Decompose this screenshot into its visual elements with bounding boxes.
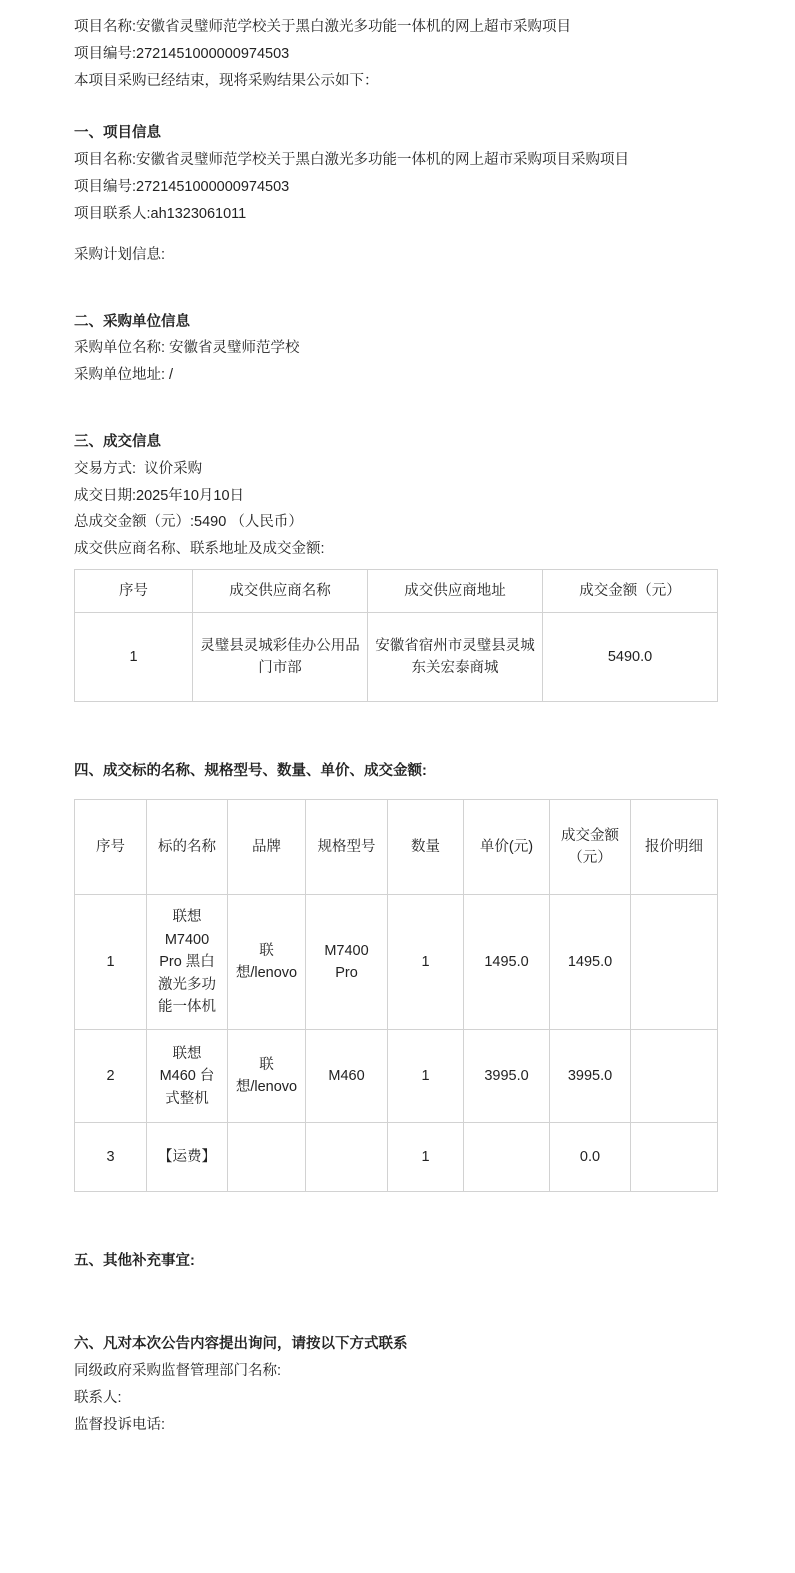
column-header: 成交供应商名称	[193, 570, 368, 613]
cell-item-name: 【运费】	[147, 1123, 228, 1192]
trade-date: 成交日期:2025年10月10日	[74, 487, 245, 504]
column-header: 成交金额（元）	[550, 800, 631, 895]
column-header: 序号	[75, 570, 193, 613]
contact-person: 联系人:	[74, 1389, 122, 1406]
section-6-title: 六、凡对本次公告内容提出询问，请按以下方式联系	[74, 1336, 408, 1353]
cell-item-name: 联想 M7400 Pro 黑白激光多功能一体机	[147, 895, 228, 1030]
section-2-title: 二、采购单位信息	[74, 313, 190, 330]
items-table	[74, 799, 718, 1192]
spacer	[74, 269, 717, 309]
total-amount: 总成交金额（元）:5490 （人民币）	[74, 514, 303, 531]
cell-quote-detail	[631, 895, 718, 1030]
column-header: 序号	[75, 800, 147, 895]
supplier-table	[74, 569, 718, 702]
column-header: 品牌	[228, 800, 306, 895]
project-name-line: 项目名称:安徽省灵璧师范学校关于黑白激光多功能一体机的网上超市采购项目	[74, 19, 572, 35]
cell-index: 3	[75, 1123, 147, 1192]
spacer	[74, 1192, 717, 1248]
supervision-dept: 同级政府采购监督管理部门名称:	[74, 1362, 282, 1379]
column-header: 报价明细	[631, 800, 718, 895]
table-header-row	[75, 570, 718, 613]
cell-brand: 联想/lenovo	[228, 1030, 306, 1123]
cell-unit-price	[464, 1123, 550, 1192]
cell-unit-price: 1495.0	[464, 895, 550, 1030]
cell-unit-price: 3995.0	[464, 1030, 550, 1123]
spacer	[74, 785, 717, 799]
table-header-row	[75, 800, 718, 895]
cell-index: 1	[75, 613, 193, 702]
cell-quantity: 1	[388, 1030, 464, 1123]
cell-item-name: 联想 M460 台式整机	[147, 1030, 228, 1123]
column-header: 数量	[388, 800, 464, 895]
purchaser-name: 采购单位名称: 安徽省灵璧师范学校	[74, 340, 300, 357]
column-header: 规格型号	[306, 800, 388, 895]
cell-model: M7400 Pro	[306, 895, 388, 1030]
cell-brand	[228, 1123, 306, 1192]
cell-index: 1	[75, 895, 147, 1030]
section-1-contact: 项目联系人:ah1323061011	[74, 205, 247, 222]
cell-brand: 联想/lenovo	[228, 895, 306, 1030]
section-5-title: 五、其他补充事宜:	[74, 1253, 195, 1270]
spacer	[74, 94, 717, 120]
supplier-caption: 成交供应商名称、联系地址及成交金额:	[74, 541, 325, 558]
cell-index: 2	[75, 1030, 147, 1123]
column-header: 成交金额（元）	[543, 570, 718, 613]
cell-model	[306, 1123, 388, 1192]
column-header: 标的名称	[147, 800, 228, 895]
table-row	[75, 895, 718, 1030]
section-1-title: 一、项目信息	[74, 125, 161, 142]
cell-quote-detail	[631, 1123, 718, 1192]
purchaser-address: 采购单位地址: /	[74, 367, 174, 384]
cell-quantity: 1	[388, 895, 464, 1030]
column-header: 成交供应商地址	[368, 570, 543, 613]
spacer	[74, 389, 717, 429]
table-row	[75, 1123, 718, 1192]
cell-amount: 5490.0	[543, 613, 718, 702]
table-row	[75, 613, 718, 702]
cell-amount: 0.0	[550, 1123, 631, 1192]
cell-supplier-name: 灵璧县灵城彩佳办公用品门市部	[193, 613, 368, 702]
cell-quantity: 1	[388, 1123, 464, 1192]
complaint-phone: 监督投诉电话:	[74, 1416, 166, 1433]
notice-line: 本项目采购已经结束，现将采购结果公示如下：	[74, 72, 379, 89]
spacer	[74, 1275, 717, 1331]
section-1-project-code: 项目编号:2721451000000974503	[74, 179, 290, 196]
cell-supplier-address: 安徽省宿州市灵璧县灵城东关宏泰商城	[368, 613, 543, 702]
table-row	[75, 1030, 718, 1123]
project-code-line: 项目编号:2721451000000974503	[74, 45, 290, 62]
section-1-plan-info: 采购计划信息:	[74, 246, 166, 263]
section-3-title: 三、成交信息	[74, 433, 161, 450]
section-1-project-name: 项目名称:安徽省灵璧师范学校关于黑白激光多功能一体机的网上超市采购项目采购项目	[74, 152, 630, 169]
spacer	[74, 702, 717, 758]
trade-mode: 交易方式: 议价采购	[74, 460, 203, 477]
cell-model: M460	[306, 1030, 388, 1123]
cell-amount: 1495.0	[550, 895, 631, 1030]
cell-amount: 3995.0	[550, 1030, 631, 1123]
spacer	[74, 228, 717, 242]
section-4-title: 四、成交标的名称、规格型号、数量、单价、成交金额:	[74, 763, 427, 780]
column-header: 单价(元)	[464, 800, 550, 895]
cell-quote-detail	[631, 1030, 718, 1123]
